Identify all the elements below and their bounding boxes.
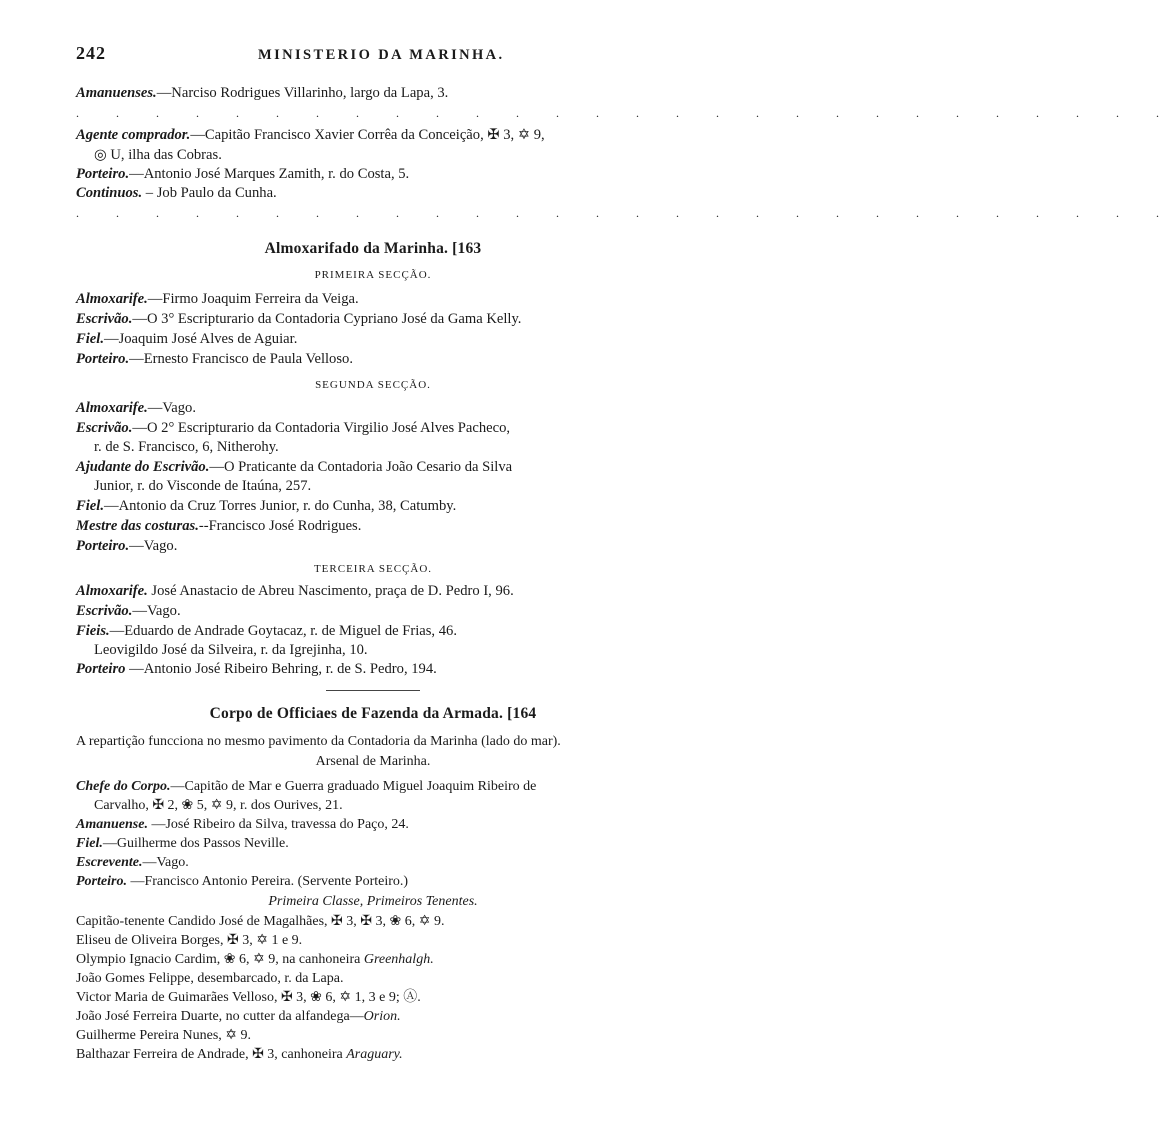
role-label: Ajudante do Escrivão. [76, 459, 210, 475]
officer-line [76, 1046, 403, 1064]
almox-line: Leovigildo José da Silveira, r. da Igrejinha, 10. [94, 642, 368, 658]
entry-amanuenses [76, 84, 448, 102]
corpo-line [76, 835, 289, 853]
entry-agente-comprador [76, 126, 545, 144]
section-divider [326, 690, 420, 691]
almox-line [76, 458, 512, 476]
entry-text: —Joaquim José Alves de Aguiar. [103, 331, 298, 347]
officer-line [76, 989, 421, 1007]
corpo-line [76, 854, 189, 872]
almox-line [76, 602, 181, 620]
role-label: Escrevente. [76, 855, 143, 870]
almox-line [76, 310, 521, 328]
entry-text: —Capitão Francisco Xavier Corrêa da Conceição, ✠ 3, ✡ 9, [190, 127, 545, 143]
entry-text: —Narciso Rodrigues Villarinho, largo da Lapa, 3. [156, 85, 449, 101]
role-label: Escrivão. [76, 603, 133, 619]
role-label: Mestre das costuras. [76, 518, 199, 534]
officer-line [76, 970, 343, 988]
leader-dots-2: . . . . . . . . . . . . . . . . . . . . . . . . . . . . [76, 206, 1176, 220]
role-label: Amanuenses. [76, 85, 157, 101]
almox-line [76, 517, 361, 535]
corpo-line [76, 778, 536, 796]
entry-text: —Firmo Joaquim Ferreira da Veiga. [147, 291, 359, 307]
entry-text: —O 2° Escripturario da Contadoria Virgilio José Alves Pacheco, [132, 420, 511, 436]
page-number: 242 [76, 43, 106, 63]
officer-line [76, 932, 302, 950]
officer-line [76, 1027, 251, 1045]
corpo-subtitle: Arsenal de Marinha. [315, 754, 431, 769]
entry-text: --Francisco José Rodrigues. [198, 518, 362, 534]
officer-tail: Orion. [363, 1009, 401, 1024]
entry-text: —Eduardo de Andrade Goytacaz, r. de Miguel de Frias, 46. [109, 623, 457, 639]
almox-line [76, 582, 514, 600]
entry-text: —Vago. [129, 538, 178, 554]
officer-line [76, 951, 434, 969]
running-title: MINISTERIO DA MARINHA. [258, 47, 505, 63]
leader-dots-1: . . . . . . . . . . . . . . . . . . . . . . . . . . . . [76, 106, 1176, 120]
role-label: Fieis. [76, 623, 110, 639]
officer-text: Victor Maria de Guimarães Velloso, ✠ 3, ❀ 6, ✡ 1, 3 e 9; Ⓐ. [76, 990, 421, 1005]
role-label: Porteiro. [76, 351, 130, 367]
section-title-corpo: Corpo de Officiaes de Fazenda da Armada. [164 [209, 705, 537, 722]
officer-text: João José Ferreira Duarte, no cutter da alfandega— [76, 1009, 364, 1024]
almox-line: Junior, r. do Visconde de Itaúna, 257. [94, 478, 312, 494]
role-label: Porteiro. [76, 874, 127, 889]
corpo-line [76, 816, 409, 834]
entry-text: —Ernesto Francisco de Paula Velloso. [129, 351, 353, 367]
role-label: Porteiro. [76, 166, 130, 182]
almox-line [76, 419, 510, 437]
entry-text: —Vago. [147, 400, 196, 416]
entry-text: – Job Paulo da Cunha. [142, 185, 277, 201]
role-label: Fiel. [76, 498, 104, 514]
entry-continuation: ◎ U, ilha das Cobras. [94, 147, 222, 163]
subsection-segunda: SEGUNDA SECÇÃO. [315, 379, 431, 391]
subsection-primeira: PRIMEIRA SECÇÃO. [314, 269, 432, 281]
almox-line [76, 537, 177, 555]
corpo-line: Carvalho, ✠ 2, ❀ 5, ✡ 9, r. dos Ourives, 21. [94, 798, 343, 813]
entry-text: —Vago. [142, 855, 189, 870]
role-label: Porteiro [76, 661, 126, 677]
role-label: Escrivão. [76, 311, 133, 327]
almox-line [76, 330, 297, 348]
role-label: Amanuense. [76, 817, 148, 832]
almox-line [76, 290, 359, 308]
officer-line [76, 1008, 401, 1026]
role-label: Almoxarife. [76, 291, 148, 307]
subsection-terceira: TERCEIRA SECÇÃO. [313, 563, 433, 575]
entry-text: —Capitão de Mar e Guerra graduado Miguel Joaquim Ribeiro de [170, 779, 537, 794]
entry-text: —Guilherme dos Passos Neville. [102, 836, 289, 851]
role-label: Fiel. [76, 836, 103, 851]
officer-text: Balthazar Ferreira de Andrade, ✠ 3, canhoneira [76, 1047, 347, 1062]
entry-text: —O Praticante da Contadoria João Cesario da Silva [209, 459, 513, 475]
almox-line [76, 497, 456, 515]
corpo-intro: A repartição funcciona no mesmo pavimento da Contadoria da Marinha (lado do mar). [76, 734, 561, 749]
almox-line [76, 660, 437, 678]
role-label: Escrivão. [76, 420, 133, 436]
role-label: Porteiro. [76, 538, 130, 554]
role-label: Almoxarife. [76, 400, 148, 416]
officer-text: Capitão-tenente Candido José de Magalhães, ✠ 3, ✠ 3, ❀ 6, ✡ 9. [76, 914, 445, 929]
officer-text: Eliseu de Oliveira Borges, ✠ 3, ✡ 1 e 9. [76, 933, 303, 948]
entry-text: —Francisco Antonio Pereira. (Servente Porteiro.) [126, 874, 409, 889]
entry-text: José Anastacio de Abreu Nascimento, praça de D. Pedro I, 96. [147, 583, 514, 599]
officer-line [76, 913, 444, 931]
entry-text: —Antonio José Ribeiro Behring, r. de S. Pedro, 194. [125, 661, 437, 677]
role-label: Fiel. [76, 331, 104, 347]
officer-text: João Gomes Felippe, desembarcado, r. da Lapa. [76, 971, 344, 986]
entry-text: —José Ribeiro da Silva, travessa do Paço, 24. [147, 817, 409, 832]
officer-tail: Greenhalgh. [363, 952, 434, 967]
classe-title: Primeira Classe, Primeiros Tenentes. [268, 894, 478, 909]
corpo-line [76, 873, 408, 891]
role-label: Agente comprador. [76, 127, 191, 143]
entry-text: —Antonio da Cruz Torres Junior, r. do Cunha, 38, Catumby. [103, 498, 457, 514]
role-label: Continuos. [76, 185, 143, 201]
almox-line [76, 399, 196, 417]
officer-text: Olympio Ignacio Cardim, ❀ 6, ✡ 9, na canhoneira [76, 952, 364, 967]
almox-line [76, 350, 353, 368]
section-title-almoxarifado: Almoxarifado da Marinha. [163 [264, 240, 482, 257]
role-label: Almoxarife. [76, 583, 148, 599]
entry-porteiro [76, 165, 409, 183]
officer-text: Guilherme Pereira Nunes, ✡ 9. [76, 1028, 252, 1043]
officer-tail: Araguary. [346, 1047, 403, 1062]
entry-text: —Vago. [132, 603, 181, 619]
role-label: Chefe do Corpo. [76, 779, 171, 794]
entry-continuos [76, 184, 277, 202]
almox-line: r. de S. Francisco, 6, Nitherohy. [94, 439, 279, 455]
entry-text: —Antonio José Marques Zamith, r. do Costa, 5. [129, 166, 410, 182]
entry-text: —O 3° Escripturario da Contadoria Cypriano José da Gama Kelly. [132, 311, 522, 327]
almox-line [76, 622, 457, 640]
